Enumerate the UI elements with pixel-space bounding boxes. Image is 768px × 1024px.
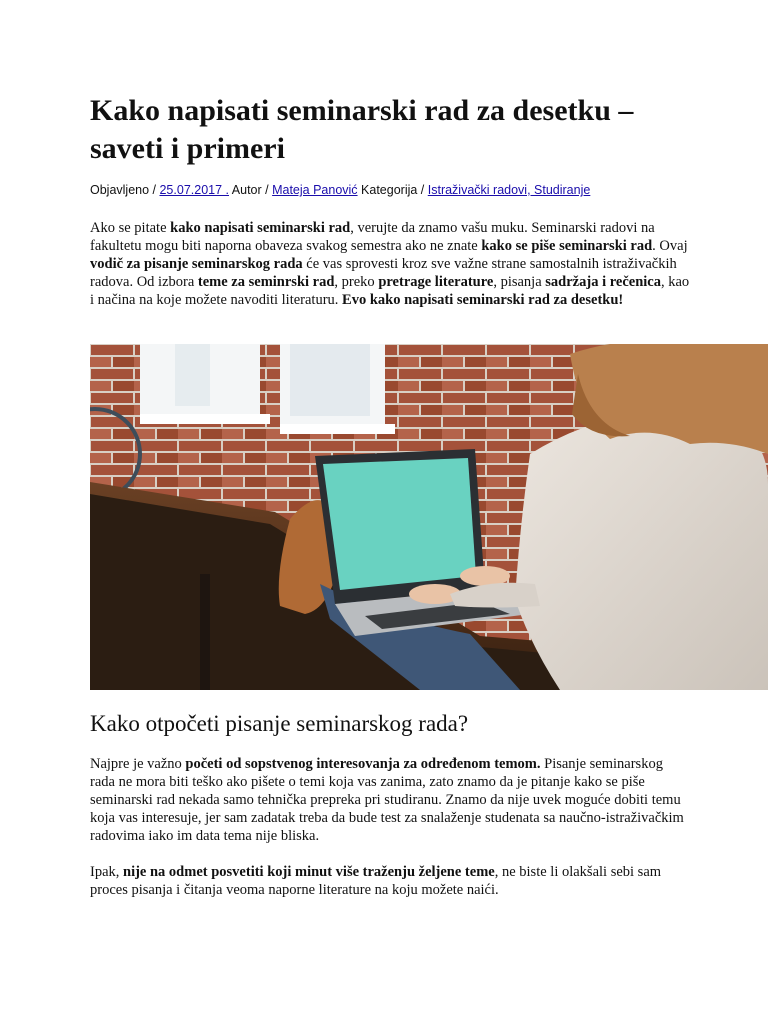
text-run: , kao i načina na koje možete navoditi literaturu. bbox=[90, 274, 690, 308]
bold-text-run: teme za seminrski rad bbox=[197, 274, 335, 290]
date-link[interactable]: 25.07.2017 . bbox=[159, 183, 229, 197]
author-link[interactable]: Mateja Panović bbox=[272, 183, 358, 197]
category-link[interactable]: Istraživački radovi, Studiranje bbox=[427, 183, 591, 197]
text-run: . Ovaj bbox=[652, 238, 688, 254]
text-run: Ipak, bbox=[90, 864, 124, 880]
text-run: , pisanja bbox=[493, 274, 546, 290]
person bbox=[515, 412, 768, 690]
published-label: Objavljeno / bbox=[90, 183, 160, 197]
text-run: , ne biste li olakšali sebi sam proces pisanja i čitanja veoma naporne literature na koju možete naići. bbox=[90, 864, 662, 898]
bold-text-run: sadržaja i rečenica bbox=[545, 274, 661, 290]
author-label: Autor / bbox=[229, 183, 273, 197]
text-run: Pisanje seminarskog rada ne mora biti teško ako pišete o temi koja vas zanima, zato znamo da je pitanje kako se piše seminarski rad nekada samo tehnička prepreka pri studiranu. Znamo da nije uvek moguće dobiti temu koja vas interesuje, jer sam zadatak treba da bude test za snalaženje studenata sa naučno-istraživačkim radovima iako im data tema nije bliska. bbox=[90, 756, 684, 844]
bold-text-run: nije na odmet posvetiti koji minut više traženju željene teme bbox=[123, 864, 495, 880]
text-run: Ako se pitate bbox=[90, 220, 171, 236]
category-label: Kategorija / bbox=[357, 183, 428, 197]
body-paragraph-1 bbox=[90, 755, 690, 845]
bold-text-run: kako napisati seminarski rad bbox=[170, 220, 351, 236]
bold-text-run: vodič za pisanje seminarskog rada bbox=[90, 256, 303, 272]
bold-text-run: Evo kako napisati seminarski rad za desetku! bbox=[342, 292, 624, 308]
bold-text-run: početi od sopstvenog interesovanja za određenom temom. bbox=[185, 756, 541, 772]
text-run: , preko bbox=[334, 274, 379, 290]
article-meta bbox=[90, 181, 710, 199]
bold-text-run: pretrage literature bbox=[378, 274, 494, 290]
bold-text-run: kako se piše seminarski rad bbox=[481, 238, 653, 254]
text-run: će vas sprovesti kroz sve važne strane samostalnih istraživačkih radova. Od izbora bbox=[90, 256, 677, 290]
article-title: Kako napisati seminarski rad za desetku – saveti i primeri bbox=[90, 94, 634, 165]
text-run: Najpre je važno bbox=[90, 756, 186, 772]
laptop-screen bbox=[323, 458, 476, 590]
section-heading: Kako otpočeti pisanje seminarskog rada? bbox=[90, 711, 469, 736]
hero-image bbox=[90, 344, 768, 690]
intro-paragraph bbox=[90, 219, 690, 309]
hand bbox=[460, 566, 510, 586]
text-run: , verujte da znamo vašu muku. Seminarski radovi na fakultetu mogu biti naporna obaveza svakog semestra ako ne znate bbox=[90, 220, 655, 254]
body-paragraph-2 bbox=[90, 863, 690, 899]
